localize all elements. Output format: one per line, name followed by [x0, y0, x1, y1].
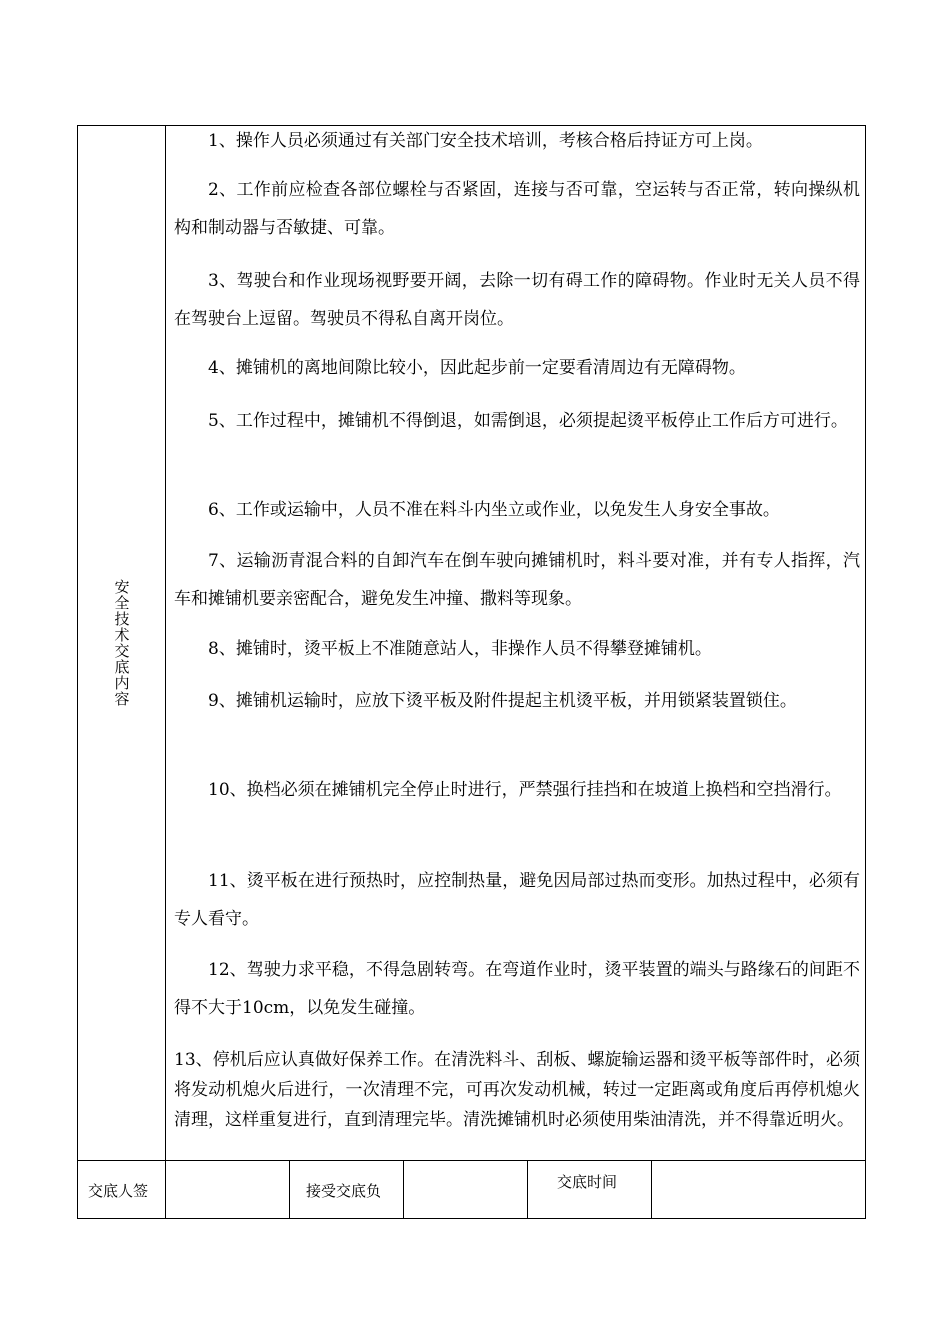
time-label: 交底时间 [557, 1173, 618, 1191]
list-item: 13、停机后应认真做好保养工作。在清洗料斗、刮板、螺旋输运器和烫平板等部件时，必须将发动机熄火后进行，一次清理不完，可再次发动机械，转过一定距离或角度后再停机熄火清理，这样重复进行，直到清理完毕。清洗摊铺机时必须使用柴油清洗，并不得靠近明火。 [174, 1050, 860, 1130]
list-item: 4、摊铺机的离地间隙比较小，因此起步前一定要看清周边有无障碍物。 [208, 358, 746, 378]
list-item: 8、摊铺时，烫平板上不准随意站人，非操作人员不得攀登摊铺机。 [208, 639, 712, 659]
discloser-label: 交底人签 [88, 1182, 149, 1200]
receiver-signature-field[interactable] [404, 1161, 527, 1219]
list-item: 11、烫平板在进行预热时，应控制热量，避免因局部过热而变形。加热过程中，必须有专人看守。 [174, 871, 860, 929]
list-item: 9、摊铺机运输时，应放下烫平板及附件提起主机烫平板，并用锁紧装置锁住。 [208, 691, 797, 711]
list-item: 7、运输沥青混合料的自卸汽车在倒车驶向摊铺机时，料斗要对准，并有专人指挥，汽车和摊铺机要亲密配合，避免发生冲撞、撒料等现象。 [174, 551, 860, 609]
list-item: 3、驾驶台和作业现场视野要开阔，去除一切有碍工作的障碍物。作业时无关人员不得在驾驶台上逗留。驾驶员不得私自离开岗位。 [174, 271, 860, 329]
section-label: 安全技术交底内容 [112, 578, 131, 707]
receiver-label: 接受交底负 [306, 1182, 382, 1200]
discloser-signature-field[interactable] [166, 1161, 289, 1219]
list-item: 12、驾驶力求平稳，不得急剧转弯。在弯道作业时，烫平装置的端头与路缘石的间距不得不大于10cm，以免发生碰撞。 [174, 960, 860, 1018]
list-item: 1、操作人员必须通过有关部门安全技术培训，考核合格后持证方可上岗。 [208, 131, 763, 151]
section-label-cell [78, 125, 166, 1160]
list-item: 6、工作或运输中，人员不准在料斗内坐立或作业，以免发生人身安全事故。 [208, 500, 780, 520]
list-item: 10、换档必须在摊铺机完全停止时进行，严禁强行挂挡和在坡道上换档和空挡滑行。 [208, 780, 842, 800]
footer-col-divider-1 [289, 1160, 290, 1219]
time-field[interactable] [652, 1161, 865, 1219]
list-item: 5、工作过程中，摊铺机不得倒退，如需倒退，必须提起烫平板停止工作后方可进行。 [208, 411, 848, 431]
footer-col-divider-3 [527, 1160, 528, 1219]
list-item: 2、工作前应检查各部位螺栓与否紧固，连接与否可靠，空运转与否正常，转向操纵机构和制动器与否敏捷、可靠。 [174, 180, 860, 238]
